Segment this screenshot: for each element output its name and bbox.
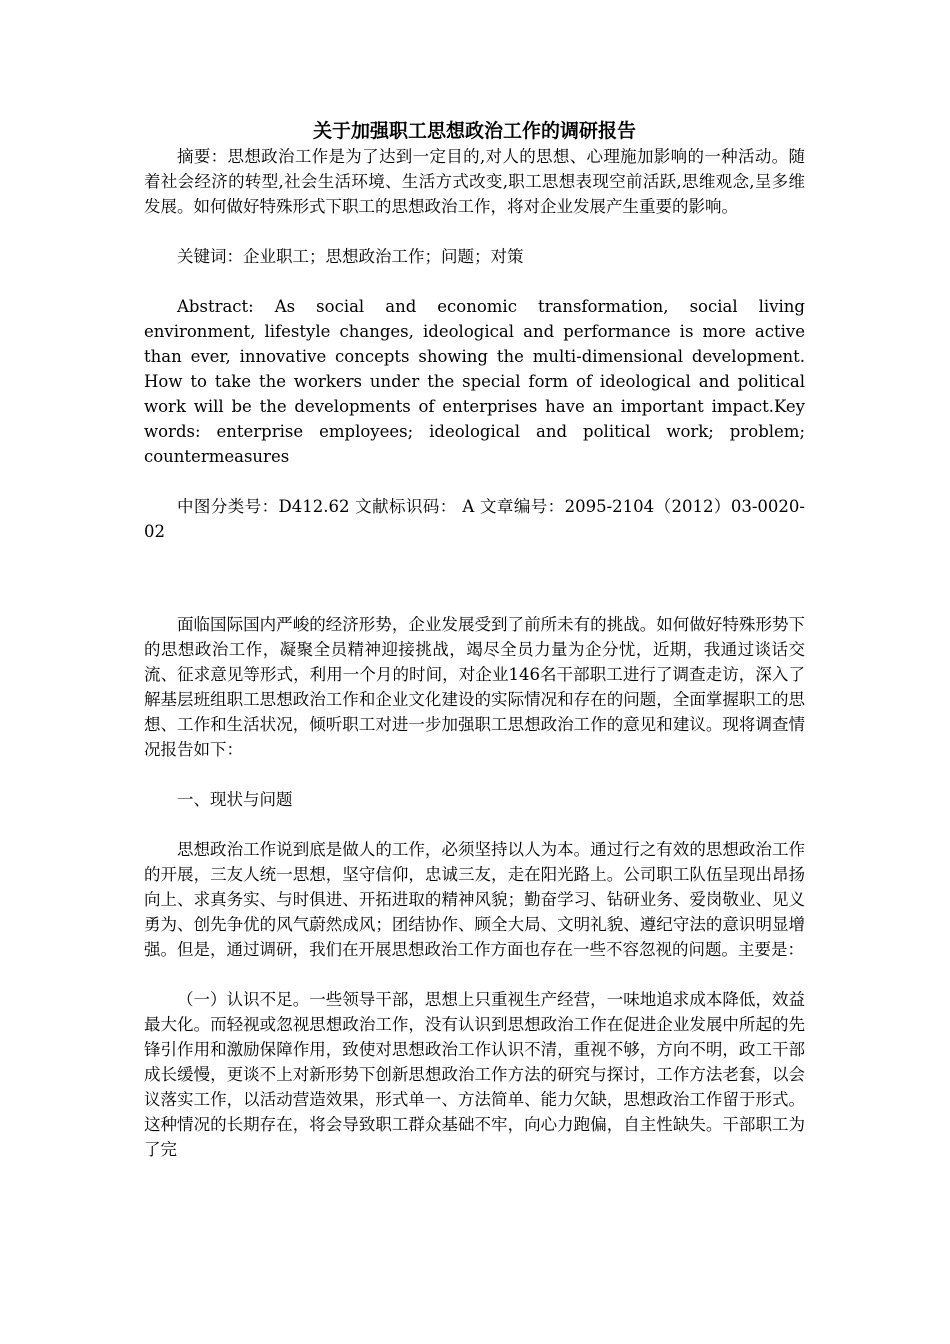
classification-info: 中图分类号：D412.62 文献标识码： A 文章编号：2095-2104（2012）03-0020-02 <box>144 497 805 541</box>
abstract-chinese: 摘要：思想政治工作是为了达到一定目的,对人的思想、心理施加影响的一种活动。随着社会经济的转型,社会生活环境、生活方式改变,职工思想表现空前活跃,思维观念,呈多维发展。如何做好特殊形式下职工的思想政治工作，将对企业发展产生重要的影响。 <box>144 147 805 216</box>
section-body: 思想政治工作说到底是做人的工作，必须坚持以人为本。通过行之有效的思想政治工作的开展，三友人统一思想，坚守信仰，忠诚三友，走在阳光路上。公司职工队伍呈现出昂扬向上、求真务实、与时俱进、开拓进取的精神风貌；勤奋学习、钻研业务、爱岗敬业、见义勇为、创先争优的风气蔚然成风；团结协作、顾全大局、文明礼貌、遵纪守法的意识明显增强。但是，通过调研，我们在开展思想政治工作方面也存在一些不容忽视的问题。主要是： <box>144 840 805 959</box>
spacer <box>144 469 805 494</box>
spacer <box>144 219 805 244</box>
spacer <box>144 812 805 837</box>
document-title: 关于加强职工思想政治工作的调研报告 <box>312 120 636 142</box>
spacer <box>144 962 805 987</box>
spacer <box>144 762 805 787</box>
spacer <box>144 269 805 294</box>
keywords-chinese: 关键词：企业职工；思想政治工作；问题；对策 <box>177 247 524 266</box>
abstract-english: Abstract: As social and economic transformation, social living environment, lifestyle changes, ideological and performance is more active than ever, innovative concepts showing the multi-dimensional development. How to take the workers under the special form of ideological and political work will be the developments of enterprises have an important impact.Key words: enterprise employees; ideological and political work; problem; countermeasures <box>144 297 805 466</box>
section-heading: 一、现状与问题 <box>177 790 293 809</box>
document-page <box>144 118 805 1162</box>
intro-paragraph: 面临国际国内严峻的经济形势，企业发展受到了前所未有的挑战。如何做好特殊形势下的思想政治工作，凝聚全员精神迎接挑战，竭尽全员力量为企分忧，近期，我通过谈话交流、征求意见等形式，利用一个月的时间，对企业146名干部职工进行了调查走访，深入了解基层班组职工思想政治工作和企业文化建设的实际情况和存在的问题，全面掌握职工的思想、工作和生活状况，倾听职工对进一步加强职工思想政治工作的意见和建议。现将调查情况报告如下： <box>144 615 805 759</box>
spacer <box>144 544 805 612</box>
subsection-paragraph: （一）认识不足。一些领导干部，思想上只重视生产经营，一味地追求成本降低，效益最大化。而轻视或忽视思想政治工作，没有认识到思想政治工作在促进企业发展中所起的先锋引作用和激励保障作用，致使对思想政治工作认识不清，重视不够，方向不明，政工干部成长缓慢，更谈不上对新形势下创新思想政治工作方法的研究与探讨，工作方法老套，以会议落实工作，以活动营造效果，形式单一、方法简单、能力欠缺，思想政治工作留于形式。这种情况的长期存在，将会导致职工群众基础不牢，向心力跑偏，自主性缺失。干部职工为了完 <box>144 990 805 1159</box>
